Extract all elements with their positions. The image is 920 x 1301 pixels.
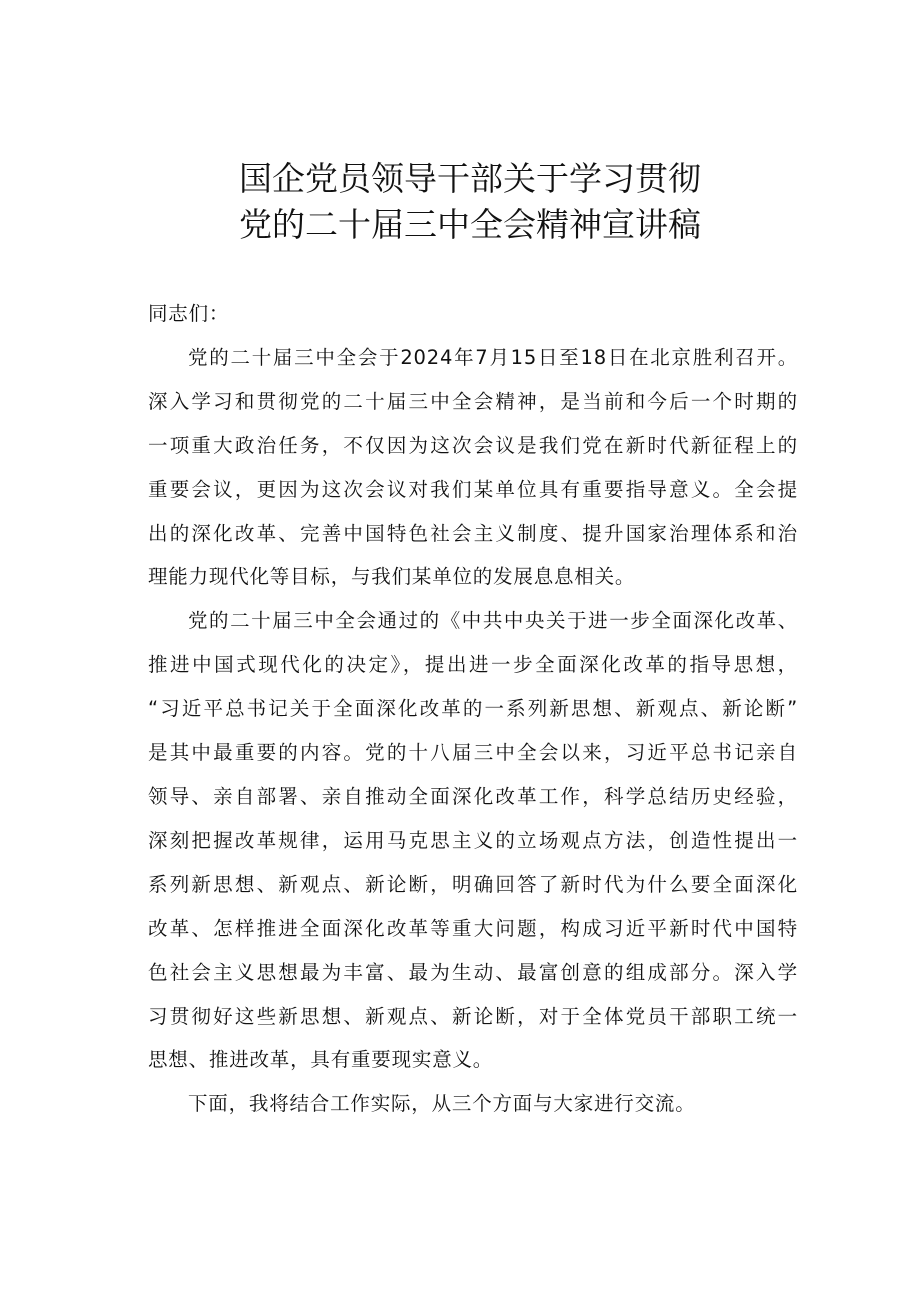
text-line: 思想、推进改革，具有重要现实意义。 bbox=[148, 1048, 494, 1072]
title-line: 党的二十届三中全会精神宣讲稿 bbox=[239, 205, 701, 244]
text-line: “习近平总书记关于全面深化改革的一系列新思想、新观点、新论断” bbox=[148, 697, 798, 721]
text-line: 深刻把握改革规律，运用马克思主义的立场观点方法，创造性提出一 bbox=[148, 828, 798, 852]
text-line: 一项重大政治任务，不仅因为这次会议是我们党在新时代新征程上的 bbox=[148, 433, 798, 457]
document-body bbox=[148, 292, 798, 1126]
text-line: 系列新思想、新观点、新论断，明确回答了新时代为什么要全面深化 bbox=[148, 872, 798, 896]
text-line: 推进中国式现代化的决定》，提出进一步全面深化改革的指导思想， bbox=[148, 653, 798, 677]
text-line: 改革、怎样推进全面深化改革等重大问题，构成习近平新时代中国特 bbox=[148, 916, 798, 940]
text-line: 色社会主义思想最为丰富、最为生动、最富创意的组成部分。深入学 bbox=[148, 960, 798, 984]
text-line: 深入学习和贯彻党的二十届三中全会精神，是当前和今后一个时期的 bbox=[148, 389, 798, 413]
text-line: 习贯彻好这些新思想、新观点、新论断，对于全体党员干部职工统一 bbox=[148, 1004, 798, 1028]
paragraph bbox=[148, 1082, 798, 1126]
text-line: 党的二十届三中全会通过的《中共中央关于进一步全面深化改革、 bbox=[188, 609, 798, 633]
text-line: 下面，我将结合工作实际，从三个方面与大家进行交流。 bbox=[188, 1092, 696, 1116]
text-line: 出的深化改革、完善中国特色社会主义制度、提升国家治理体系和治 bbox=[148, 521, 798, 545]
salutation: 同志们： bbox=[148, 302, 230, 325]
text-line: 重要会议，更因为这次会议对我们某单位具有重要指导意义。全会提 bbox=[148, 477, 798, 501]
document-title bbox=[150, 156, 790, 248]
text-line: 党的二十届三中全会于2024年7月15日至18日在北京胜利召开。 bbox=[188, 345, 798, 369]
text-line: 领导、亲自部署、亲自推动全面深化改革工作，科学总结历史经验， bbox=[148, 784, 798, 808]
text-line: 是其中最重要的内容。党的十八届三中全会以来，习近平总书记亲自 bbox=[148, 741, 798, 765]
paragraph bbox=[148, 599, 798, 1082]
paragraph bbox=[148, 336, 798, 599]
text-line: 理能力现代化等目标，与我们某单位的发展息息相关。 bbox=[148, 565, 636, 589]
title-line: 国企党员领导干部关于学习贯彻 bbox=[239, 159, 701, 198]
